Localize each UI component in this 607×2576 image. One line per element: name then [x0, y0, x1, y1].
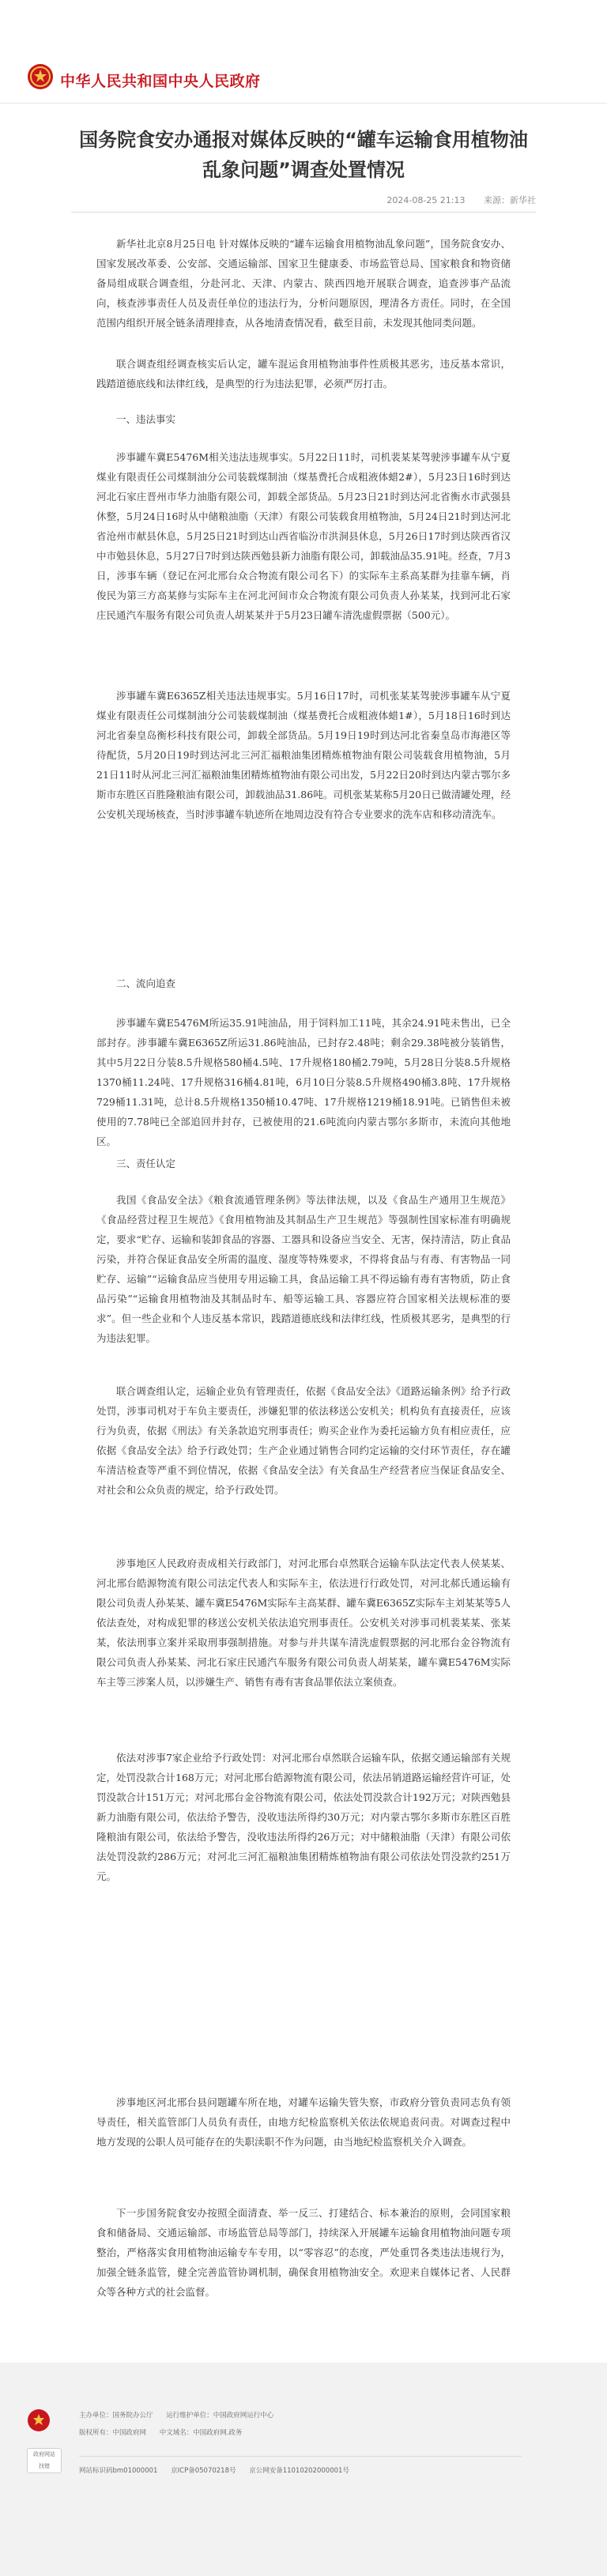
footer-license-line — [79, 2465, 360, 2475]
paragraph-prosecution: 涉事地区人民政府责成相关行政部门，对河北邢台卓然联合运输车队法定代表人侯某某、河北邢台皓源物流有限公司法定代表人和实际车主，依法进行行政处罚，对河北郝氏通运输有限公司负责人孙某某、罐车冀E5476M实际车主高某群、罐车冀E6365Z实际车主刘某某等5人依法查处，对构成犯罪的移送公安机关依法追究刑事责任。公安机关对涉事司机裴某某、张某某，依法刑事立案并采取刑事强制措施。对参与并共谋车清洗虚假票据的河北邢台金谷物流有限公司负责人孙某某、河北石家庄民通汽车服务有限公司负责人胡某某，罐车冀E5476M实际车主等三涉案人员，以涉嫌生产、销售有毒有害食品罪依法立案侦查。 — [96, 1557, 511, 1688]
paragraph-tracing: 涉事罐车冀E5476M所运35.91吨油品，用于饲料加工11吨，其余24.91吨未售出，已全部封存。涉事罐车冀E6365Z所运31.86吨油品，已封存2.48吨；剩余29.38吨被分装销售，其中5月22日分装8.5升规格580桶4.5吨、17升规格180桶2.79吨，5月28日分装8.5升规格1370桶11.24吨、17升规格316桶4.81吨，6月10日分装8.5升规格490桶3.8吨、17升规格729桶11.31吨，总计8.5升规格1350桶10.47吨、17升规格1219桶18.91吨。已销售但未被使用的7.78吨已全部追回并封存，已被使用的21.6吨流向内蒙古鄂尔多斯市，未流向其他地区。 — [96, 1017, 511, 1147]
site-footer — [0, 2363, 607, 2576]
national-emblem-icon[interactable] — [27, 63, 54, 90]
source-label: 来源： — [484, 195, 510, 205]
paragraph-regulations: 我国《食品安全法》《粮食流通管理条例》等法律法规，以及《食品生产通用卫生规范》《食品经营过程卫生规范》《食用植物油及其制品生产卫生规范》等强制性国家标准有明确规定，要求“贮存、运输和装卸食品的容器、工器具和设备应当安全、无害，保持清洁，防止食品污染，并符合保证食品安全所需的温度、湿度等特殊要求，不得将食品与有毒、有害物品一同贮存、运输”“运输食品应当使用专用运输工具，食品运输工具不得运输有毒有害物质，防止食品污染”“运输食用植物油及其制品时车、船等运输工具、容器应符合国家相关法规标准的要求”。但一些企业和个人违反基本常识，践踏道德底线和法律红线，性质极其恶劣，是典型的行为违法犯罪。 — [96, 1194, 511, 1344]
footer-copyright: 版权所有：中国政府网 — [79, 2429, 147, 2437]
paragraph-findings: 联合调查组认定，运输企业负有管理责任，依据《食品安全法》《道路运输条例》给予行政处罚，涉事司机对于车负主要责任，涉嫌犯罪的依法移送公安机关；机构负有直接责任，应该行为负责，依据《刑法》有关条款追究刑事责任；购买企业作为委托运输方负有相应责任，应依据《食品安全法》给予行政处罚；生产企业通过销售合同约定运输的交付环节责任，存在罐车清洁检查等严重不到位情况，依据《食品安全法》有关食品生产经营者应当保证食品安全、对社会和公众负责的规定，给予行政处罚。 — [96, 1385, 511, 1496]
paragraph-truck-1: 涉事罐车冀E5476M相关违法违规事实。5月22日11时，司机裴某某驾驶涉事罐车从宁夏煤业有限责任公司煤制油分公司装载煤制油（煤基费托合成粗液体蜡2#），5月23日16时到达河北石家庄晋州市华力油脂有限公司，卸载全部货品。5月23日21时到达河北省衡水市武强县休整，5月24日16时从中储粮油脂（天津）有限公司装载食用植物油，5月24日21时到达河北省沧州市献县休息，5月25日21时到达山西省临汾市洪洞县休息，5月26日17时到达陕西省汉中市勉县休息，5月27日7时到达陕西勉县新力油脂有限公司，卸载油品35.91吨。经查，7月3日，涉事车辆（登记在河北邢台众合物流有限公司名下）的实际车主系高某群为挂靠车辆，肖俊民为第三方高某修与实际车主在河北河间市众合物流有限公司负责人孙某某，找到河北石家庄民通汽车服务有限公司负责人胡某某并于5月23日罐车清洗虚假票据（500元）。 — [96, 451, 511, 621]
article-meta — [71, 194, 536, 206]
badge-line-2: 找错 — [39, 2463, 50, 2469]
footer-domain: 中文域名：中国政府网.政务 — [159, 2429, 243, 2437]
footer-divider — [79, 2456, 522, 2457]
footer-icp[interactable]: 京ICP备05070218号 — [171, 2467, 236, 2475]
footer-sponsor: 主办单位：国务院办公厅 — [79, 2412, 153, 2420]
paragraph-next-steps: 下一步国务院食安办按照全面清查、举一反三、打建结合、标本兼治的原则，会同国家粮食和储备局、交通运输部、市场监管总局等部门，持续深入开展罐车运输食用植物油问题专项整治，严格落实食用植物油运输专车专用，以“零容忍”的态度，严处重罚各类违法违规行为，加强全链条监管，健全完善监管协调机制，确保食用植物油安全。欢迎来自媒体记者、人民群众等各种方式的社会监督。 — [96, 2207, 511, 2298]
heading-liability: 三、责任认定 — [116, 1158, 176, 1169]
title-divider — [71, 212, 536, 213]
heading-tracing: 二、流向追查 — [116, 977, 176, 989]
paragraph-accountability: 涉事地区河北邢台县问题罐车所在地，对罐车运输失管失察，市政府分管负责同志负有领导责任，相关监管部门人员负有责任，由地方纪检监察机关依法依规追责问责。对调查过程中地方发现的公职人员可能存在的失职渎职不作为问题，由当地纪检监察机关介入调查。 — [96, 2096, 511, 2148]
site-name[interactable]: 中华人民共和国中央人民政府 — [60, 73, 261, 90]
footer-maintainer: 运行维护单位：中国政府网运行中心 — [166, 2412, 274, 2420]
footer-emblem-icon — [27, 2408, 51, 2432]
site-header — [0, 0, 607, 93]
article-date: 2024-08-25 21:13 — [386, 195, 466, 205]
paragraph-truck-2: 涉事罐车冀E6365Z相关违法违规事实。5月16日17时，司机张某某驾驶涉事罐车从宁夏煤业有限责任公司煤制油分公司装载煤制油（煤基费托合成粗液体蜡1#），5月18日16时到达河北省秦皇岛衡杉科技有限公司，卸载全部货品。5月19日19时到达河北省秦皇岛市海港区等待配货，5月20日19时到达河北三河汇福粮油集团精炼植物油有限公司装载食用植物油，5月21日11时从河北三河汇福粮油集团精炼植物油有限公司出发，5月22日20时到达内蒙古鄂尔多斯市东胜区百胜隆粮油有限公司，卸载油品31.86吨。司机张某某称5月20日已做清罐处理，经公安机关现场核查，当时涉事罐车轨迹所在地周边没有符合专业要求的洗车店和移动清洗车。 — [96, 690, 511, 820]
paragraph-summary: 联合调查组经调查核实后认定，罐车混运食用植物油事件性质极其恶劣，违反基本常识，践踏道德底线和法律红线，是典型的行为违法犯罪，必须严厉打击。 — [96, 358, 511, 390]
badge-line-1: 政府网站 — [33, 2451, 55, 2457]
footer-sponsor-line — [79, 2410, 285, 2420]
article-title: 国务院食安办通报对媒体反映的“罐车运输食用植物油乱象问题”调查处置情况 — [79, 129, 528, 181]
heading-violations: 一、违法事实 — [116, 413, 176, 425]
paragraph-penalties: 依法对涉事7家企业给予行政处罚：对河北邢台卓然联合运输车队，依据交通运输部有关规定，处罚没款合计168万元；对河北邢台皓源物流有限公司，依法吊销道路运输经营许可证，处罚没款合计151万元；对河北邢台金谷物流有限公司，依法处罚没款合计192万元；对陕西勉县新力油脂有限公司，依法给予警告，没收违法所得约30万元；对内蒙古鄂尔多斯市东胜区百胜隆粮油有限公司，依法给予警告，没收违法所得约26万元；对中储粮油脂（天津）有限公司依法处罚没款约286万元；对河北三河汇福粮油集团精炼植物油有限公司依法处罚没款约251万元。 — [96, 1752, 511, 1882]
footer-police-record[interactable]: 京公网安备11010202000001号 — [249, 2467, 349, 2475]
article-source: 新华社 — [510, 195, 536, 205]
error-report-badge[interactable] — [27, 2448, 62, 2473]
footer-site-code: 网站标识码bm01000001 — [79, 2467, 158, 2475]
paragraph-intro: 新华社北京8月25日电 针对媒体反映的“罐车运输食用植物油乱象问题”，国务院食安办、国家发展改革委、公安部、交通运输部、国家卫生健康委、市场监管总局、国家粮食和物资储备局组成联合调查组，分赴河北、天津、内蒙古、陕西四地开展联合调查，追查涉事产品流向，核查涉事责任人员及责任单位的违法行为，分析问题原因，理清各方责任。同时，在全国范围内组织开展全链条清理排查，从各地清查情况看，截至目前，未发现其他同类问题。 — [96, 238, 511, 329]
header-divider — [0, 103, 607, 104]
footer-copyright-line — [79, 2427, 253, 2437]
